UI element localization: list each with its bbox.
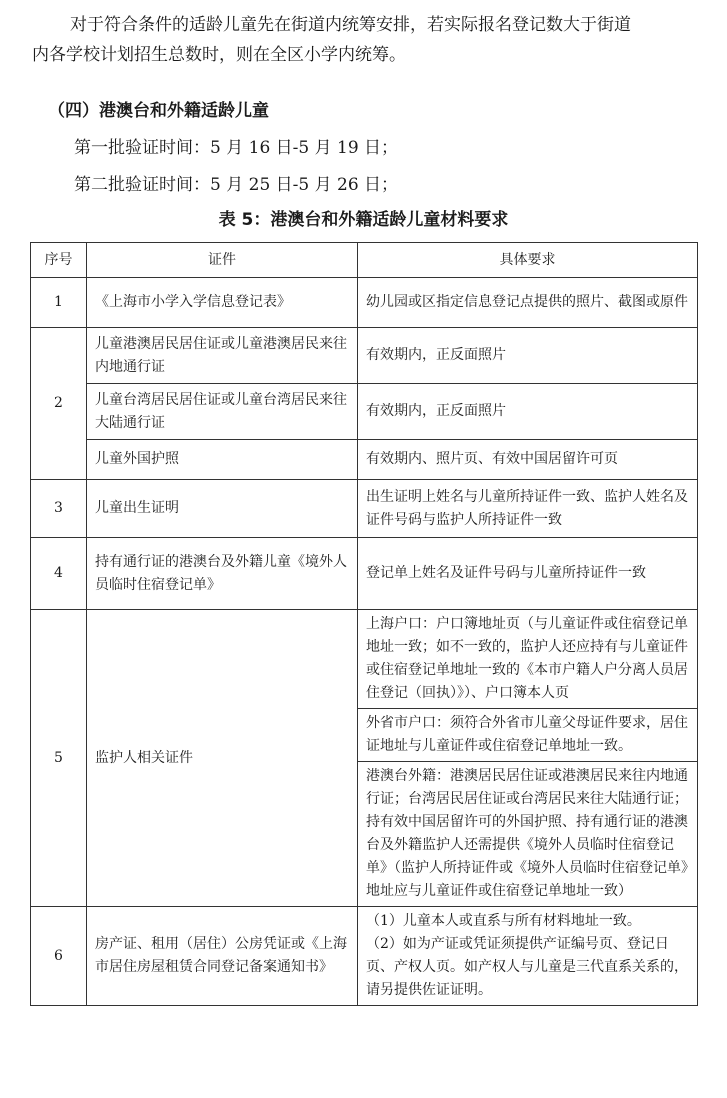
requirement-cell: 有效期内，正反面照片 [358, 328, 698, 384]
table-row [31, 278, 698, 328]
row-number: 5 [31, 610, 87, 907]
table-header-row [31, 243, 698, 278]
section-heading: （四）港澳台和外籍适龄儿童 [48, 101, 269, 121]
table-row [31, 328, 698, 384]
table-row [31, 538, 698, 610]
document-cell: 儿童出生证明 [87, 480, 358, 538]
requirement-item-2: （2）如为产证或凭证须提供产证编号页、登记日页、产权人页。如产权人与儿童是三代直系关系的，请另提供佐证证明。 [366, 936, 688, 998]
intro-line-2: 内各学校计划招生总数时，则在全区小学内统筹。 [32, 45, 406, 65]
row-number: 2 [31, 328, 87, 480]
document-cell: 儿童台湾居民居住证或儿童台湾居民来往大陆通行证 [87, 384, 358, 440]
table-caption: 表 5：港澳台和外籍适龄儿童材料要求 [218, 210, 509, 230]
batch-2-time: 第二批验证时间：5 月 25 日-5 月 26 日； [74, 175, 399, 195]
intro-line-1: 对于符合条件的适龄儿童先在街道内统筹安排，若实际报名登记数大于街道 [70, 15, 631, 35]
row-number: 3 [31, 480, 87, 538]
requirement-cell: 上海户口：户口簿地址页（与儿童证件或住宿登记单地址一致；如不一致的，监护人还应持有与儿童证件或住宿登记单地址一致的《本市户籍人户分离人员居住登记（回执）》）、户口簿本人页 [358, 610, 698, 709]
intro-paragraph [32, 10, 722, 70]
row-number: 6 [31, 907, 87, 1006]
row-number: 1 [31, 278, 87, 328]
requirement-cell: 幼儿园或区指定信息登记点提供的照片、截图或原件 [358, 278, 698, 328]
requirement-cell [358, 907, 698, 1006]
row-number: 4 [31, 538, 87, 610]
requirement-cell: 有效期内，正反面照片 [358, 384, 698, 440]
requirement-cell: 外省市户口：须符合外省市儿童父母证件要求，居住证地址与儿童证件或住宿登记单地址一致。 [358, 709, 698, 762]
table-row [31, 480, 698, 538]
document-cell: 监护人相关证件 [87, 610, 358, 907]
document-cell: 儿童外国护照 [87, 440, 358, 480]
table-row [31, 440, 698, 480]
header-requirement: 具体要求 [358, 243, 698, 278]
materials-table [30, 242, 698, 1006]
table-row [31, 907, 698, 1006]
requirement-cell: 登记单上姓名及证件号码与儿童所持证件一致 [358, 538, 698, 610]
requirement-cell: 出生证明上姓名与儿童所持证件一致、监护人姓名及证件号码与监护人所持证件一致 [358, 480, 698, 538]
batch-1-time: 第一批验证时间：5 月 16 日-5 月 19 日； [74, 138, 399, 158]
document-cell: 房产证、租用（居住）公房凭证或《上海市居住房屋租赁合同登记备案通知书》 [87, 907, 358, 1006]
table-row [31, 384, 698, 440]
document-cell: 儿童港澳居民居住证或儿童港澳居民来往内地通行证 [87, 328, 358, 384]
requirement-cell: 有效期内、照片页、有效中国居留许可页 [358, 440, 698, 480]
requirement-cell: 港澳台外籍：港澳居民居住证或港澳居民来往内地通行证；台湾居民居住证或台湾居民来往大陆通行证；持有效中国居留许可的外国护照、持有通行证的港澳台及外籍监护人还需提供《境外人员临时住宿登记单》（监护人所持证件或《境外人员临时住宿登记单》地址应与儿童证件或住宿登记单地址一致） [358, 762, 698, 907]
table-row [31, 610, 698, 709]
document-cell: 《上海市小学入学信息登记表》 [87, 278, 358, 328]
header-no: 序号 [31, 243, 87, 278]
document-cell: 持有通行证的港澳台及外籍儿童《境外人员临时住宿登记单》 [87, 538, 358, 610]
header-document: 证件 [87, 243, 358, 278]
requirement-item-1: （1）儿童本人或直系与所有材料地址一致。 [366, 913, 641, 929]
